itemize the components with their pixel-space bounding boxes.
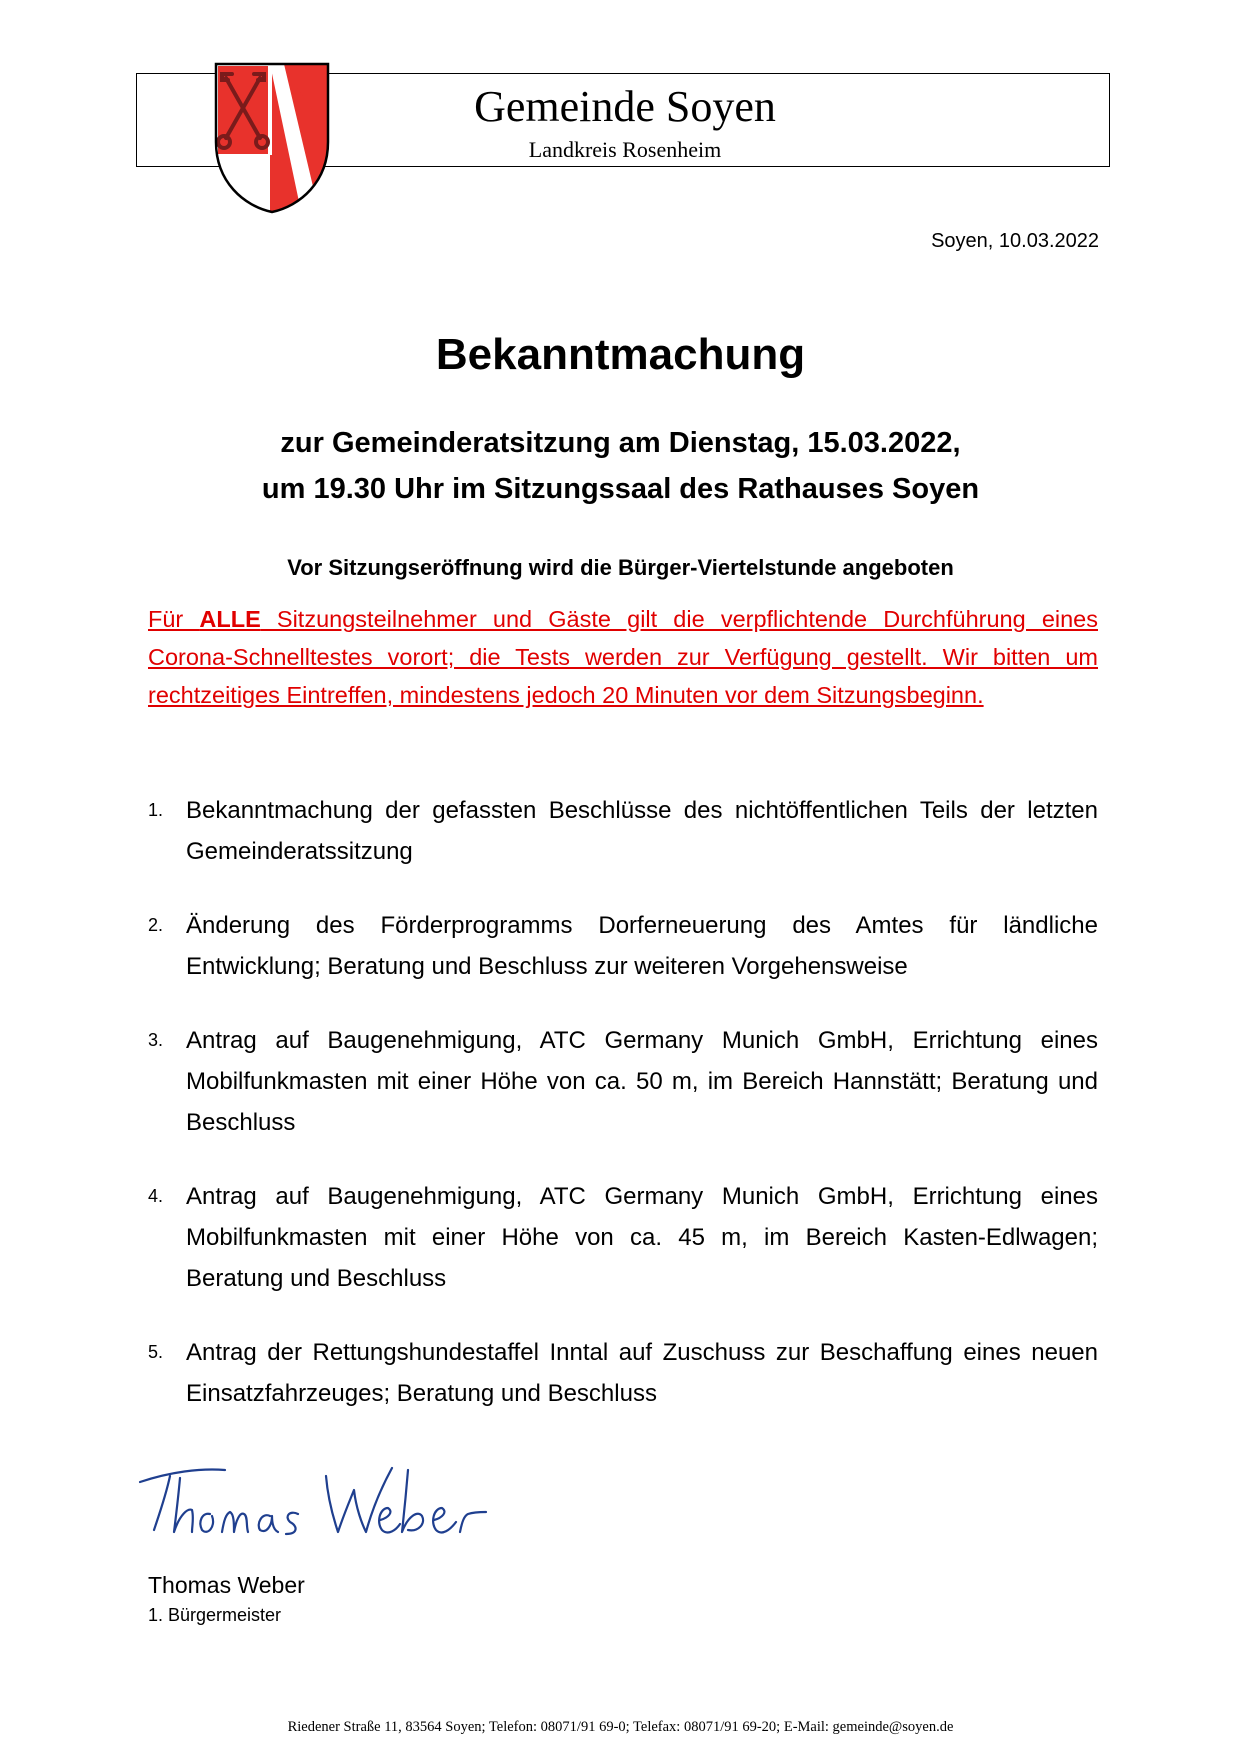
- signer-name: Thomas Weber: [148, 1572, 305, 1598]
- meeting-subtitle-line-2: um 19.30 Uhr im Sitzungssaal des Rathauses Soyen: [261, 473, 980, 505]
- agenda-item: [148, 790, 1098, 872]
- footer-contact: Riedener Straße 11, 83564 Soyen; Telefon: 08071/91 69-0; Telefax: 08071/91 69-20; E-Mail: gemeinde@soyen.de: [287, 1719, 954, 1735]
- agenda-item-text: Antrag auf Baugenehmigung, ATC Germany Munich GmbH, Errichtung eines Mobilfunkmasten mit einer Höhe von ca. 45 m, im Bereich Kasten-Edlwagen; Beratung und Beschluss: [186, 1183, 1098, 1292]
- agenda-item-text: Änderung des Förderprogramms Dorferneuerung des Amtes für ländliche Entwicklung; Beratung und Beschluss zur weiteren Vorgehensweise: [186, 912, 1098, 980]
- signer-role: 1. Bürgermeister: [148, 1605, 282, 1625]
- citizen-quarter-hour-note: Vor Sitzungseröffnung wird die Bürger-Viertelstunde angeboten: [287, 555, 954, 580]
- agenda-item: [148, 1020, 1098, 1143]
- notice-emphasis: ALLE: [199, 606, 261, 632]
- meeting-subtitle: [0, 420, 1241, 512]
- agenda-item-number: 1.: [148, 800, 164, 820]
- district-name: Landkreis Rosenheim: [528, 137, 722, 162]
- agenda-item-number: 4.: [148, 1186, 164, 1206]
- notice-text: Sitzungsteilnehmer und Gäste gilt die verpflichtende Durchführung eines Corona-Schnelltestes vorort; die Tests werden zur Verfügung gestellt. Wir bitten um rechtzeitiges Eintreffen, mindestens jedoch 20 Minuten vor dem Sitzungsbeginn.: [148, 606, 1098, 708]
- agenda-item-number: 3.: [148, 1030, 164, 1050]
- covid-test-notice: [148, 600, 1098, 714]
- coat-of-arms-icon: [210, 60, 334, 216]
- agenda-item-text: Antrag auf Baugenehmigung, ATC Germany Munich GmbH, Errichtung eines Mobilfunkmasten mit einer Höhe von ca. 50 m, im Bereich Hannstätt; Beratung und Beschluss: [186, 1027, 1098, 1136]
- handwritten-signature: [130, 1450, 490, 1545]
- agenda-item: [148, 905, 1098, 987]
- document-date: Soyen, 10.03.2022: [931, 230, 1099, 252]
- page-title: Bekanntmachung: [435, 330, 806, 379]
- notice-prefix: Für: [148, 606, 200, 632]
- agenda-item-text: Bekanntmachung der gefassten Beschlüsse des nichtöffentlichen Teils der letzten Gemeinderatssitzung: [186, 797, 1098, 865]
- meeting-subtitle-line-1: zur Gemeinderatsitzung am Dienstag, 15.03.2022,: [280, 427, 961, 459]
- agenda-item-number: 5.: [148, 1342, 164, 1362]
- agenda-item: [148, 1332, 1098, 1414]
- agenda-list: [148, 790, 1098, 1447]
- agenda-item-text: Antrag der Rettungshundestaffel Inntal auf Zuschuss zur Beschaffung eines neuen Einsatzfahrzeuges; Beratung und Beschluss: [186, 1339, 1098, 1407]
- municipality-name: Gemeinde Soyen: [474, 82, 776, 131]
- agenda-item: [148, 1176, 1098, 1299]
- agenda-item-number: 2.: [148, 915, 164, 935]
